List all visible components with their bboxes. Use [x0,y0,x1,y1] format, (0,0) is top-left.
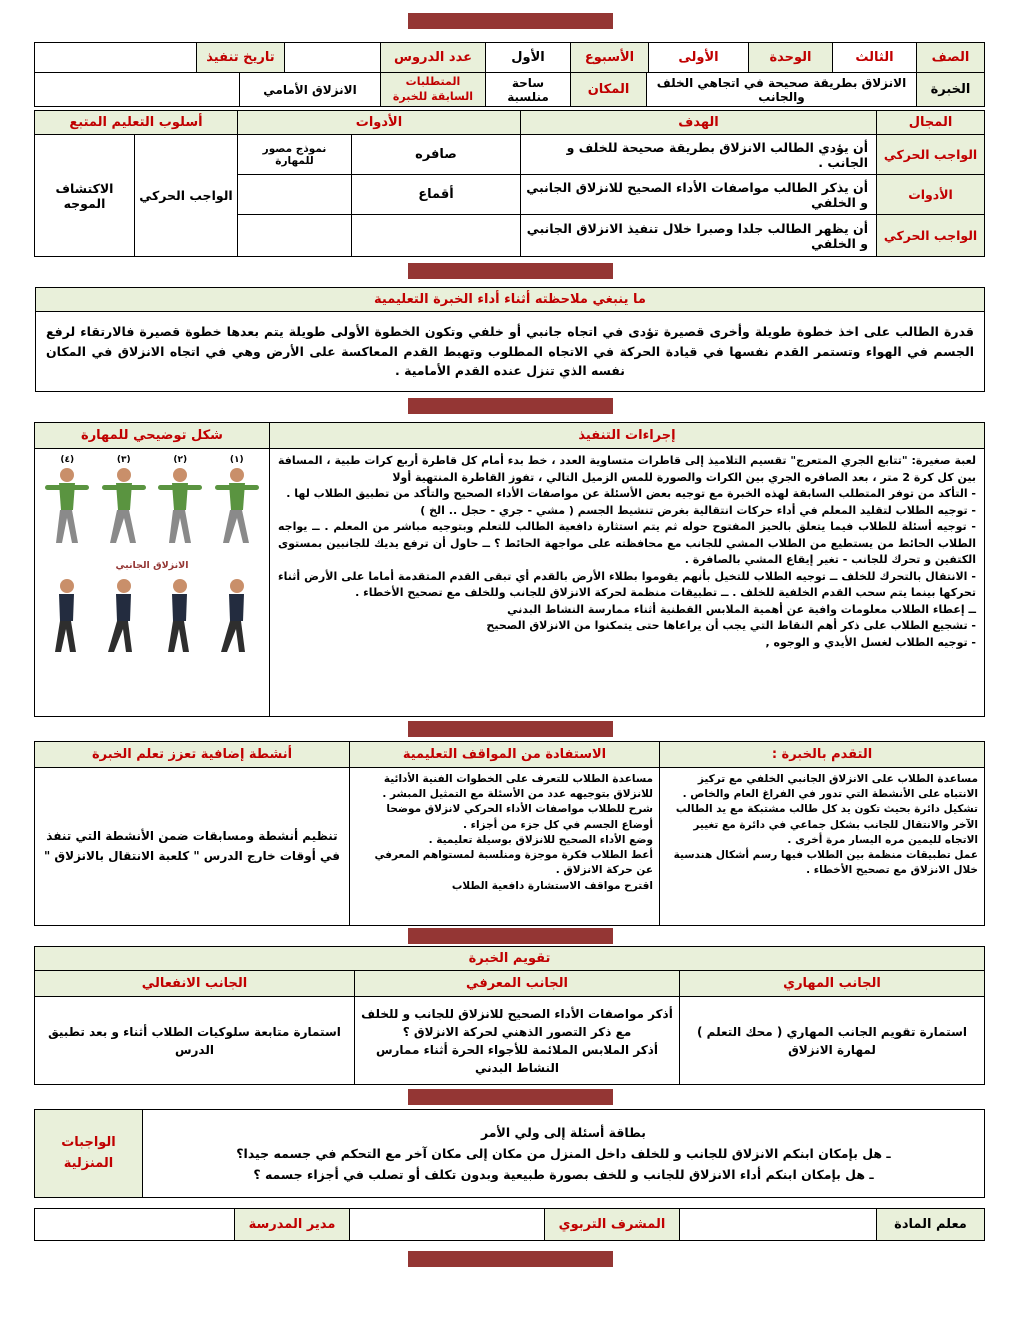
tools-header: الأدوات [237,111,520,135]
cognitive-question: أذكر الملابس الملائمة للأجواء الحرة أثناء ممارس النشاط البدني [375,1042,659,1075]
skill-figure-cell [35,449,270,717]
skill-figure-back-icon [104,577,144,663]
observation-table [35,287,985,392]
tool-note: نموذج مصور للمهارة [237,135,351,175]
procedure-line: - توجيه أسئلة للطلاب فيما يتعلق بالحيز المفتوح حوله ثم يتم استثارة دافعية الطالب للتعلم وبتوجيه مباشر من المعلم . ــ يواجه الطلاب الحائط من يستطيع من الطلاب المشي للجانب مع محافظته على مواجهة الحائط ؟ ــ حاول أن ترفع يديك للجانبين بمستوى الكتفين و تحرك للجانب - تغير إيقاع المشي بالصافرة . [278,520,976,566]
figure-number-labels [39,455,265,465]
section-connector-bottom [408,1251,613,1267]
place-label: المكان [571,73,647,107]
class-value: الثالث [833,43,917,73]
unit-value: الأولى [649,43,749,73]
prereq-label: المتطلبات السابقة للخبرة [381,73,486,107]
procedure-line: ــ إعطاء الطلاب معلومات وافية عن أهمية الملابس القطنية أثناء ممارسة النشاط البدني [507,602,976,616]
principal-label: مدير المدرسة [235,1209,350,1241]
tool-name: أقماع [352,175,521,215]
lessons-value [285,43,381,73]
skill-figure-back-icon [160,577,200,663]
method-col-motor: الواجب الحركي [134,135,237,257]
skill-figure-side-icon [45,466,89,552]
figure-title: شكل توضيحي للمهارة [35,423,270,449]
extra-activities-body: تنظيم أنشطة ومسابقات ضمن الأنشطة التي تنفذ في أوقات خارج الدرس " كلعبة الانتقال بالانزلاق " [35,768,350,926]
procedure-line: - الانتقال بالتحرك للخلف ــ توجيه الطلاب للتخيل بأنهم يقوموا بطلاء الأرض بالقدم أي تبقى القدم المتقدمة أماما على الأرض أثناء تحركها بينما يتم سحب القدم الخلفية للخلف . ــ تطبيقات منظمة لحركة الانزلاق للجانب وللخلف مع تصحيح الأخطاء . [278,569,976,599]
progress-line: تشكيل دائرة بحيث تكون يد كل طالب مشتبكة مع يد الطالب الآخر والانتقال للجانب بشكل جماعي في دائرة مع تغيير الاتجاه لليمين مره اليسار مرة أخرى . [675,803,978,846]
goal-text: أن يظهر الطالب جلدا وصبرا خلال تنفيذ الانزلاق الجانبي و الخلفي [521,215,877,257]
info-table-row2 [34,72,985,107]
skill-figure-side-icon [158,466,202,552]
skill-figure-back-icon [217,577,257,663]
situations-title: الاستفادة من المواقف التعليمية [350,742,660,768]
homework-card-title: بطاقة أسئلة إلى ولي الأمر [481,1124,646,1140]
situation-line: مساعدة الطلاب للتعرف على الخطوات الفنية الأدائية للانزلاق بتوجيهه عدد من الأسئلة مع التمثيل المبشر . [382,773,653,801]
figure-row-back-slide [39,577,265,663]
goal-text: أن يؤدي الطالب الانزلاق بطريقة صحيحة للخلف و الجانب . [521,135,877,175]
homework-label: الواجبات المنزلية [35,1110,143,1198]
progress-body [660,768,985,926]
affective-side-title: الجانب الانفعالي [34,971,354,997]
procedure-line: - توجيه الطلاب لتقليد المعلم في أداء حركات انتقالية بغرض تنشيط الجسم ( مشي - جري - حجل .. الخ ) [420,503,976,517]
experience-value: الانزلاق بطريقة صحيحة في اتجاهي الخلف والجانب [647,73,917,107]
supervisor-signature-cell [350,1209,545,1241]
domain-row-label: الأدوات [877,175,985,215]
observation-body: قدرة الطالب على اخذ خطوة طويلة وأخرى قصيرة تؤدى في اتجاه جانبي أو خلفي وتكون الخطوة الأولى طويلة يتم بعدها خطوة قصيرة فالارتقاء لرفع الجسم في الهواء وتستمر القدم نفسها في قيادة الحركة في الاتجاه المطلوب وتهبط القدم المعاكسة على الأرض وهي في اتجاه الانزلاق في المكان نفسه الذي تنزل عنده القدم الأمامية . [36,312,985,392]
section-connector [408,928,613,944]
procedure-line: لعبة صغيرة: "تتابع الجري المتعرج" تقسيم التلاميذ إلى قاطرات متساوية العدد ، خط بدء أمام كل قاطرة أربع كرات طبية ، المسافة بين كل كرة 2 متر ، بعد الصافره الجري بين الكرات والصورة للمس الزميل التالي ، تفوز القاطرة المنتهية أولا [278,454,976,484]
figure-number: (٢) [173,455,188,465]
cognitive-side-title: الجانب المعرفي [355,971,680,997]
homework-question: ـ هل بإمكان ابنكم الانزلاق للجانب و للخلف داخل المنزل من مكان إلى مكان آخر مع التحكم في جسمه جيدا؟ [236,1145,891,1161]
situation-line: اقترح مواقف الاستشارة دافعية الطلاب [451,879,653,892]
subject-teacher-signature-cell [680,1209,877,1241]
info-table-row1 [34,42,985,73]
affective-side-body: استمارة متابعة سلوكيات الطلاب أثناء و بعد تطبيق الدرس [34,997,354,1085]
evaluation-title: تقويم الخبرة [34,947,984,971]
week-value: الأول [486,43,571,73]
progress-line: مساعدة الطلاب على الانزلاق الجانبي الخلفي مع تركيز الانتباه على الأنشطة التي تدور في الفراغ العام والخاص . [682,773,978,801]
skill-figure-side-icon [215,466,259,552]
goals-table [34,110,985,257]
subject-teacher-label: معلم المادة [877,1209,985,1241]
lessons-label: عدد الدروس [381,43,486,73]
homework-table [34,1109,985,1198]
skill-side-body: استمارة تقويم الجانب المهاري ( محك التعلم ) لمهارة الانزلاق [680,997,985,1085]
cognitive-side-body [355,997,680,1085]
supervisor-label: المشرف التربوي [545,1209,680,1241]
section-connector-top [408,13,613,29]
class-label: الصف [917,43,985,73]
section-connector [408,1089,613,1105]
date-value [35,43,197,73]
cognitive-question: أذكر مواصفات الأداء الصحيح للانزلاق للجانب و للخلف مع ذكر التصور الذهني لحركة الانزلاق ؟ [361,1006,673,1039]
procedure-line: - التأكد من توفر المتطلب السابقة لهذه الخبرة مع توجيه بعض الأسئلة عن مواصفات الأداء الصحيح والتأكد من تطبيق الطلاب لها . [286,487,976,500]
section-connector [408,721,613,737]
method-col-guided-discovery: الاكتشاف الموجه [34,135,134,257]
section-connector [408,263,613,279]
evaluation-table [34,946,985,1085]
extra-activities-title: أنشطة إضافية تعزز تعلم الخبرة [35,742,350,768]
experience-label: الخبرة [917,73,985,107]
week-label: الأسبوع [571,43,649,73]
tool-name: صافره [352,135,521,175]
figure-row-side-slide [39,466,265,552]
section-connector [408,398,613,414]
prereq-value: الانزلاق الأمامي [240,73,381,107]
tool-name [352,215,521,257]
skill-figure-back-icon [47,577,87,663]
procedures-table [34,422,985,717]
figure-number: (١) [229,455,244,465]
situation-line: أعط الطلاب فكرة موجزة ومنلسبة لمستواهم المعرفي عن حركة الانزلاق . [374,849,653,877]
homework-question: ـ هل بإمكان ابنكم أداء الانزلاق للجانب و للخف بصورة طبيعية وبدون تكلف أو تصلب في أجزاء جسمه ؟ [253,1167,874,1183]
domain-row-label: الواجب الحركي [877,215,985,257]
progress-title: التقدم بالخبرة : [660,742,985,768]
domain-header: المجال [877,111,985,135]
prereq-extra-empty-cell [35,73,240,107]
situation-line: وضع الأداء الصحيح للانزلاق بوسيلة تعليمية . [428,833,653,846]
situation-line: شرح للطلاب مواصفات الأداء الحركي لانزلاق موضحا أوضاع الجسم في كل جزء من أجزاء . [386,803,653,831]
place-value: ساحة منلسبة [486,73,571,107]
tool-note [237,175,351,215]
observation-title: ما ينبغي ملاحظته أثناء أداء الخبرة التعليمية [36,288,985,312]
principal-signature-cell [35,1209,235,1241]
skill-figure-side-icon [102,466,146,552]
progress-line: عمل تطبيقات منظمة بين الطلاب فيها رسم أشكال هندسية خلال الانزلاق مع تصحيح الأخطاء . [673,849,978,877]
date-label: تاريخ تنفيذ [197,43,285,73]
figure-number: (٤) [60,455,75,465]
figure-caption: الانزلاق الجانبي [115,560,189,571]
situations-body [350,768,660,926]
procedure-line: - توجيه الطلاب لغسل الأيدي و الوجوه , [765,635,976,649]
procedure-line: - تشجيع الطلاب على ذكر أهم النقاط التي يجب أن يراعاها حتى يتمكنوا من الانزلاق الصحيح [486,619,976,632]
figure-number: (٣) [116,455,131,465]
domain-row-label: الواجب الحركي [877,135,985,175]
procedures-body [270,449,985,717]
procedures-title: إجراءات التنفيذ [270,423,985,449]
unit-label: الوحدة [749,43,833,73]
signatures-table [34,1208,985,1241]
tool-note [237,215,351,257]
skill-side-title: الجانب المهاري [680,971,985,997]
homework-body [143,1110,985,1198]
goal-text: أن يذكر الطالب مواصفات الأداء الصحيح للانزلاق الجانبي و الخلفي [521,175,877,215]
goal-header: الهدف [521,111,877,135]
method-header: أسلوب التعليم المتبع [34,111,237,135]
activities-table [34,741,985,926]
